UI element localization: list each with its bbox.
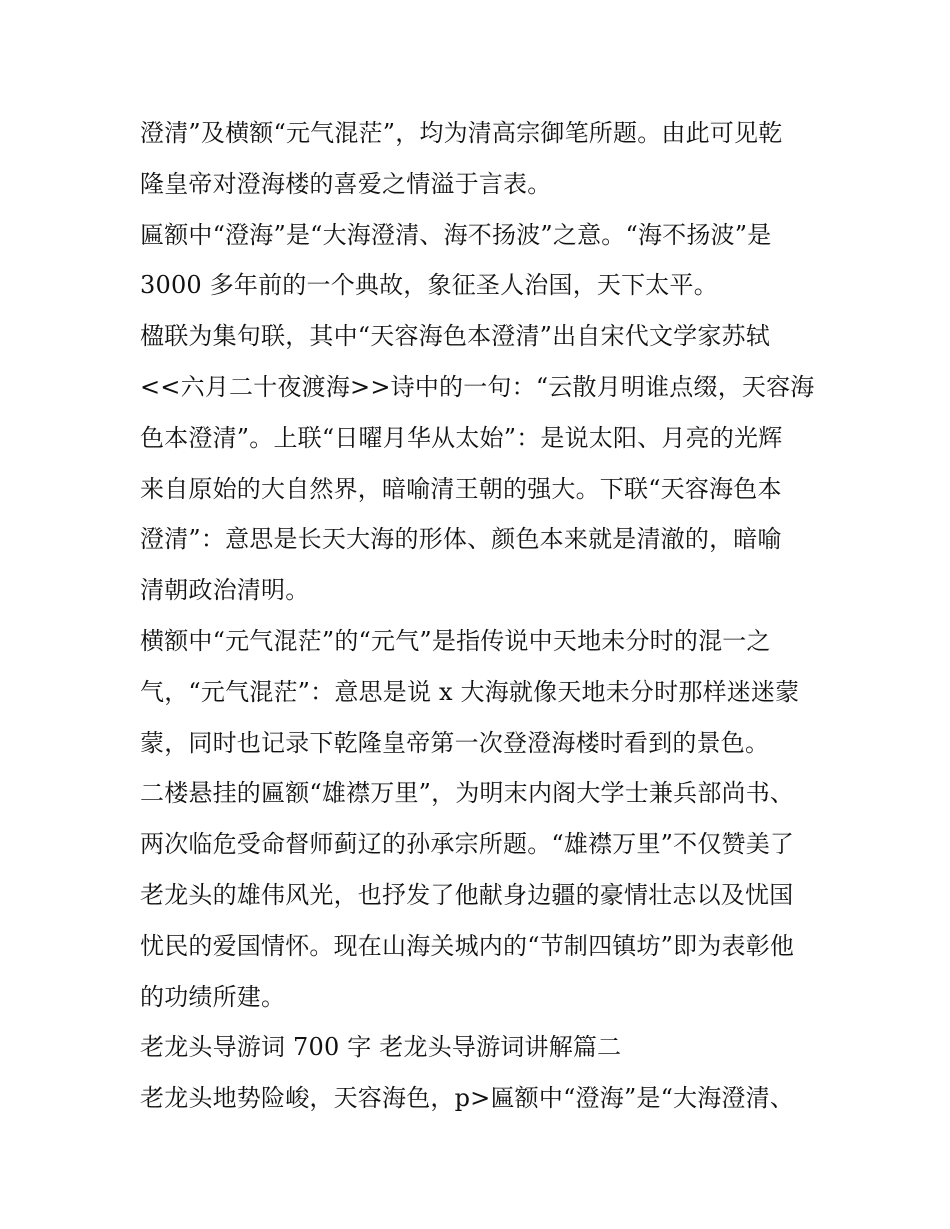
text-line: 隆皇帝对澄海楼的喜爱之情溢于言表。 <box>140 169 552 198</box>
text-line: 二楼悬挂的匾额“雄襟万里”，为明末内阁大学士兼兵部尚书、 <box>140 779 795 808</box>
text-line: 来自原始的大自然界，暗喻清王朝的强大。下联“天容海色本 <box>140 474 782 503</box>
text-line: 的功绩所建。 <box>140 982 286 1011</box>
text-line: 横额中“元气混茫”的“元气”是指传说中天地未分时的混一之 <box>140 626 771 655</box>
text-line: 色本澄清”。上联“日曜月华从太始”：是说太阳、月亮的光辉 <box>140 423 783 452</box>
text-line: 匾额中“澄海”是“大海澄清、海不扬波”之意。“海不扬波”是 <box>140 220 772 249</box>
text-line: 气，“元气混茫”：意思是说 x 大海就像天地未分时那样迷迷蒙 <box>140 677 800 706</box>
text-line: 忧民的爱国情怀。现在山海关城内的“节制四镇坊”即为表彰他 <box>140 931 795 960</box>
text-line: 清朝政治清明。 <box>140 576 310 605</box>
text-line: 澄清”及横额“元气混茫”，均为清高宗御笔所题。由此可见乾 <box>140 119 783 147</box>
text-line: 蒙，同时也记录下乾隆皇帝第一次登澄海楼时看到的景色。 <box>140 728 770 757</box>
text-line: 澄清”：意思是长天大海的形体、颜色本来就是清澈的，暗喻 <box>140 525 782 554</box>
text-line: 老龙头的雄伟风光，也抒发了他献身边疆的豪情壮志以及忧国 <box>140 880 794 909</box>
text-line: 楹联为集句联，其中“天容海色本澄清”出自宋代文学家苏轼 <box>140 322 770 351</box>
document-body <box>140 108 820 1124</box>
section-heading: 老龙头导游词 700 字 老龙头导游词讲解篇二 <box>140 1033 622 1062</box>
text-line: 两次临危受命督师蓟辽的孙承宗所题。“雄襟万里”不仅赞美了 <box>140 830 795 859</box>
text-line: 3000 多年前的一个典故，象征圣人治国，天下太平。 <box>140 271 718 300</box>
text-line: <<六月二十夜渡海>>诗中的一句：“云散月明谁点缀，天容海 <box>140 372 815 401</box>
text-line: 老龙头地势险峻，天容海色，p>匾额中“澄海”是“大海澄清、 <box>140 1084 795 1113</box>
